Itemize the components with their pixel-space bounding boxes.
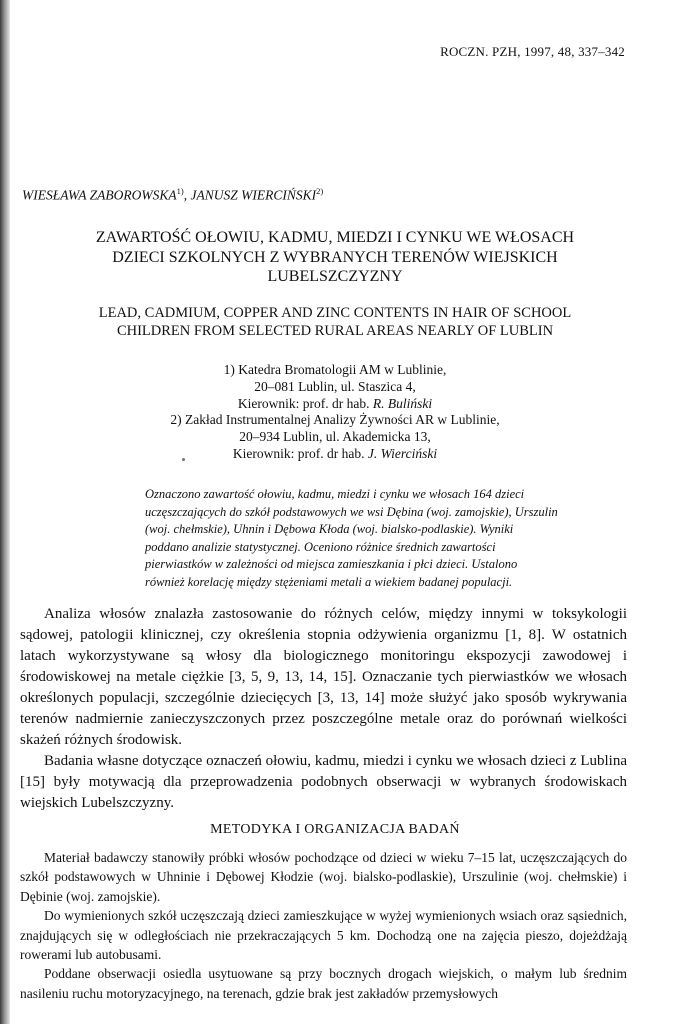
title-polish-line: DZIECI SZKOLNYCH Z WYBRANYCH TERENÓW WIEJSKICH [112, 248, 558, 266]
scan-speck [182, 458, 185, 461]
affiliation-1-address: 20–081 Lublin, ul. Staszica 4, [254, 378, 416, 394]
introduction [20, 604, 627, 814]
affiliation-2-name: 2) Zakład Instrumentalnej Analizy Żywności AR w Lublinie, [170, 412, 500, 428]
affiliation-1-head [20, 396, 650, 413]
title-polish-line: ZAWARTOŚĆ OŁOWIU, KADMU, MIEDZI I CYNKU WE WŁOSACH [95, 229, 575, 246]
author-line [22, 186, 323, 204]
abstract [145, 486, 622, 592]
paragraph: Do wymienionych szkół uczęszczają dzieci zamieszkujące w wyżej wymienionych wsiach oraz sąsiednich, znajdujących się w odległościach nie przekraczających 5 km. Dochodzą one na zajęcia pieszo, dojeżdżają rowerami lub autobusami. [20, 908, 627, 963]
methods-text [20, 848, 627, 1003]
paragraph: Analiza włosów znalazła zastosowanie do różnych celów, między innymi w toksykologii sądowej, patologii klinicznej, czy określenia stopnia odżywienia organizmu [1, 8]. W ostatnich latach wykorzystywane są włosy dla biologicznego monitoringu ekspozycji zawodowej i środowiskowej na metale ciężkie [3, 5, 9, 13, 14, 15]. Oznaczanie tych pierwiastków we włosach określonych populacji, szczególnie dziecięcych [3, 13, 14] może służyć jako sposób wykrywania terenów nadmiernie zanieczyszczonych przez poszczególne metale oraz do porównań wielkości skażeń różnych środowisk. [20, 606, 627, 748]
affiliation-1-name: 1) Katedra Bromatologii AM w Lublinie, [223, 362, 447, 377]
title-english-line: CHILDREN FROM SELECTED RURAL AREAS NEARLY OF LUBLIN [116, 323, 554, 339]
affiliation-2-address: 20–934 Lublin, ul. Akademicka 13, [239, 429, 431, 445]
journal-reference: ROCZN. PZH, 1997, 48, 337–342 [440, 44, 625, 59]
title-polish [20, 228, 650, 287]
abstract-line: również korelację między stężeniami metali a wiekiem badanej populacji. [145, 574, 513, 589]
author-2: JANUSZ WIERCIŃSKI [190, 187, 317, 203]
head-name: R. Buliński [372, 395, 433, 411]
author-2-affiliation-mark: 2) [316, 186, 324, 196]
affiliation-2-head [20, 446, 650, 463]
head-prefix: Kierownik: prof. dr hab. [232, 445, 368, 461]
paragraph: Badania własne dotyczące oznaczeń ołowiu, kadmu, miedzi i cynku we włosach dzieci z Lublina [15] były motywacją dla przeprowadzenia podobnych obserwacji w wybranych środowiskach wiejskich Lubelszczyzny. [20, 753, 627, 811]
abstract-line: uczęszczających do szkół podstawowych we wsi Dębina (woj. zamojskie), Urszulin [145, 504, 558, 519]
abstract-line: poddano analizie statystycznej. Oceniono różnice średnich zawartości [145, 539, 496, 554]
title-polish-line: LUBELSZCZYZNY [267, 268, 403, 285]
author-1: WIESŁAWA ZABOROWSKA [22, 187, 177, 203]
title-english [20, 304, 650, 340]
head-name: J. Wierciński [367, 445, 438, 461]
author-separator: , [183, 187, 191, 203]
paragraph: Materiał badawczy stanowiły próbki włosów pochodzące od dzieci w wieku 7–15 lat, uczęszczających do szkół podstawowych w Uhninie i Dębowej Kłodzie (woj. bialsko-podlaskie), Urszulinie (woj. chełmskie) i Dębinie (woj. zamojskie). [20, 850, 627, 904]
author-1-affiliation-mark: 1) [176, 186, 184, 196]
abstract-line: (woj. chełmskie), Uhnin i Dębowa Kłoda (woj. bialsko-podlaskie). Wyniki [145, 522, 514, 537]
section-heading: METODYKA I ORGANIZACJA BADAŃ [210, 822, 460, 837]
head-prefix: Kierownik: prof. dr hab. [237, 395, 373, 411]
paragraph: Poddane obserwacji osiedla usytuowane są przy bocznych drogach wiejskich, o małym lub średnim nasileniu ruchu motoryzacyjnego, na terenach, gdzie brak jest zakładów przemysłowych [20, 966, 627, 1001]
affiliations [20, 362, 650, 463]
abstract-line: Oznaczono zawartość ołowiu, kadmu, miedzi i cynku we włosach 164 dzieci [145, 487, 525, 501]
title-english-line: LEAD, CADMIUM, COPPER AND ZINC CONTENTS IN HAIR OF SCHOOL [98, 305, 572, 321]
scan-spine-shadow [0, 0, 10, 1024]
abstract-line: pierwiastków w zależności od miejsca zamieszkania i płci dzieci. Ustalono [145, 557, 518, 572]
